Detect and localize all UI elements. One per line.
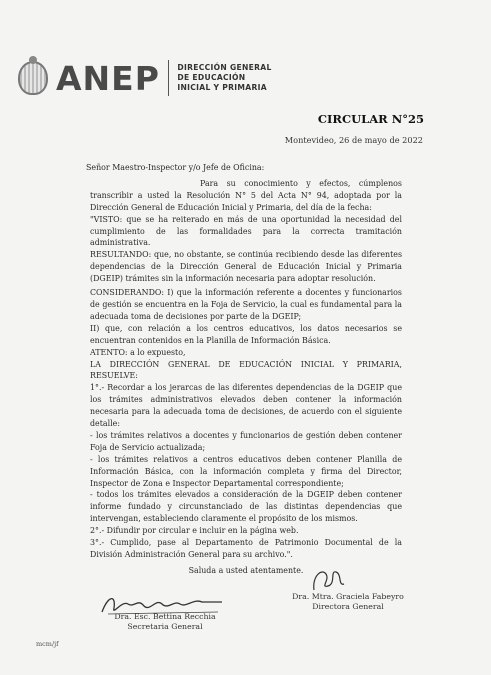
- signatory-left-name: Dra. Esc. Bettina Recchia: [114, 612, 216, 621]
- closing: Saluda a usted atentamente.: [188, 565, 304, 575]
- paragraph-considerando-1: CONSIDERANDO: I) que la información referente a docentes y funcionarios de gestión se encuentra en la Foja de Servicio, la cual es fundamental para la adecuada toma de decisiones por parte de la DGEIP;: [90, 288, 402, 321]
- paragraph-visto: "VISTO: que se ha reiterado en más de una oportunidad la necesidad del cumplimiento de las formalidades para la correcta tramitación administrativa.: [90, 214, 402, 248]
- paragraph-resultando: RESULTANDO: que, no obstante, se continúa recibiendo desde las diferentes dependencias de la Dirección General de Educación Inicial y Primaria (DGEIP) trámites sin la información necesaria para adoptar resolución.: [90, 250, 402, 284]
- signatory-left-title: Secretaria General: [127, 622, 203, 631]
- letterhead: [18, 56, 272, 100]
- place-date: Montevideo, 26 de mayo de 2022: [284, 135, 423, 145]
- institution-name: [177, 63, 271, 93]
- paragraph-resuelve: LA DIRECCIÓN GENERAL DE EDUCACIÓN INICIAL Y PRIMARIA, RESUELVE:: [90, 359, 402, 381]
- signatory-right-name: Dra. Mtra. Graciela Fabeyro: [292, 592, 404, 601]
- paragraph-item-1: 1°.- Recordar a los jerarcas de las diferentes dependencias de la DGEIP que los trámites administrativos elevados deben contener la información necesaria para la adecuada toma de decisiones, de acuerdo con el siguiente detalle:: [90, 383, 402, 429]
- typist-initials: mcm/jf: [36, 640, 59, 648]
- salutation: Señor Maestro-Inspector y/o Jefe de Oficina:: [86, 163, 265, 172]
- circular-title: CIRCULAR N°25: [317, 112, 424, 126]
- anep-logo: ANEP: [56, 58, 160, 98]
- paragraph-intro: Para su conocimiento y efectos, cúmplenos transcribir a usted la Resolución N° 5 del Acta N° 94, adoptada por la Dirección General de Educación Inicial y Primaria, del día de la fecha:: [90, 178, 402, 212]
- paragraph-bullet-3: - todos los trámites elevados a consideración de la DGEIP deben contener informe fundado y circunstanciado de las distintas dependencias que intervengan, estableciendo claramente el propósito de los mismos.: [90, 490, 402, 524]
- document-body: [86, 162, 402, 577]
- signature-left: [95, 612, 235, 632]
- logo-divider: [168, 60, 170, 96]
- signatory-right-title: Directora General: [312, 602, 384, 611]
- paragraph-bullet-1: - los trámites relativos a docentes y funcionarios de gestión deben contener Foja de Servicio actualizada;: [90, 430, 402, 452]
- paragraph-atento: ATENTO: a lo expuesto,: [90, 347, 186, 357]
- paragraph-considerando-2: II) que, con relación a los centros educativos, los datos necesarios se encuentran contenidos en la Planilla de Información Básica.: [90, 323, 402, 345]
- signature-right: [278, 592, 418, 612]
- signature-right-scribble: [308, 566, 348, 594]
- paragraph-bullet-2: - los trámites relativos a centros educativos deben contener Planilla de Información Básica, con la información completa y firma del Director, Inspector de Zona e Inspector Departamental correspondiente;: [90, 454, 402, 488]
- paragraph-item-3: 3°.- Cumplido, pase al Departamento de Patrimonio Documental de la División Administración General para su archivo.".: [90, 538, 402, 559]
- coat-of-arms-icon: [18, 61, 48, 95]
- institution-line-2: DE EDUCACIÓN: [177, 73, 246, 82]
- institution-line-1: DIRECCIÓN GENERAL: [177, 63, 272, 72]
- institution-line-3: INICIAL Y PRIMARIA: [177, 83, 267, 92]
- paragraph-item-2: 2°.- Difundir por circular e incluir en la página web.: [90, 526, 299, 536]
